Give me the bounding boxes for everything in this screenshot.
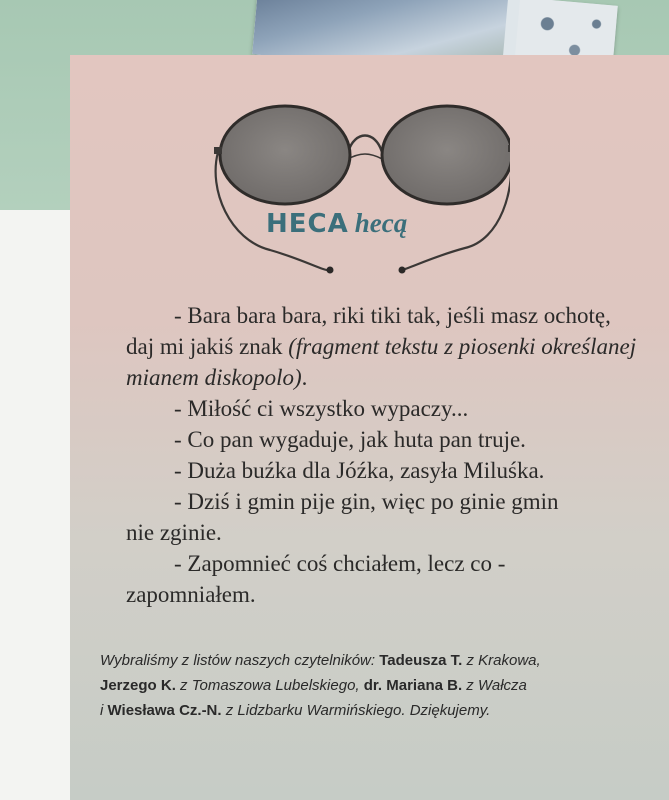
poem-line: - Duża buźka dla Jóźka, zasyła Miluśka.: [174, 458, 545, 483]
credits-conjunction: i: [100, 702, 108, 719]
poem-line: - Zapomnieć coś chciałem, lecz co -: [174, 551, 506, 576]
article-title: [266, 208, 407, 239]
poem-line: zapomniałem.: [126, 582, 256, 607]
poem-line: [126, 362, 646, 393]
title-word-heca-italic: hecą: [354, 208, 408, 238]
credits-city: z Wałcza: [462, 677, 527, 694]
credits-intro: Wybraliśmy z listów naszych czytelników:: [100, 652, 380, 669]
round-glasses-icon: [210, 100, 510, 280]
poem-line: [126, 331, 646, 362]
credits-name: dr. Mariana B.: [363, 677, 463, 694]
poem-line: - Co pan wygaduje, jak huta pan truje.: [174, 427, 526, 452]
poem-line-text: daj mi jakiś znak: [126, 334, 289, 359]
poem-text: [126, 300, 646, 610]
article-card: [70, 55, 669, 800]
credits-name: Wiesława Cz.-N.: [107, 702, 222, 719]
poem-line: - Dziś i gmin pije gin, więc po ginie gmin: [174, 489, 559, 514]
title-word-heca: HECA: [266, 209, 349, 239]
poem-line-italic: (fragment tekstu z piosenki określanej: [288, 334, 637, 359]
credits-city: z Lidzbarku Warmińskiego. Dziękujemy.: [221, 702, 491, 719]
credits-city: z Tomaszowa Lubelskiego,: [175, 677, 364, 694]
poem-line: nie zginie.: [126, 520, 222, 545]
credits-city: z Krakowa,: [462, 652, 541, 669]
reader-credits: [100, 648, 660, 723]
poem-line: - Bara bara bara, riki tiki tak, jeśli masz ochotę,: [174, 303, 611, 328]
poem-line-text: .: [301, 365, 308, 390]
background-white: [0, 210, 72, 800]
poem-line-italic: mianem diskopolo): [126, 365, 302, 390]
credits-name: Jerzego K.: [100, 677, 176, 694]
credits-name: Tadeusza T.: [379, 652, 463, 669]
poem-line: - Miłość ci wszystko wypaczy...: [174, 396, 469, 421]
